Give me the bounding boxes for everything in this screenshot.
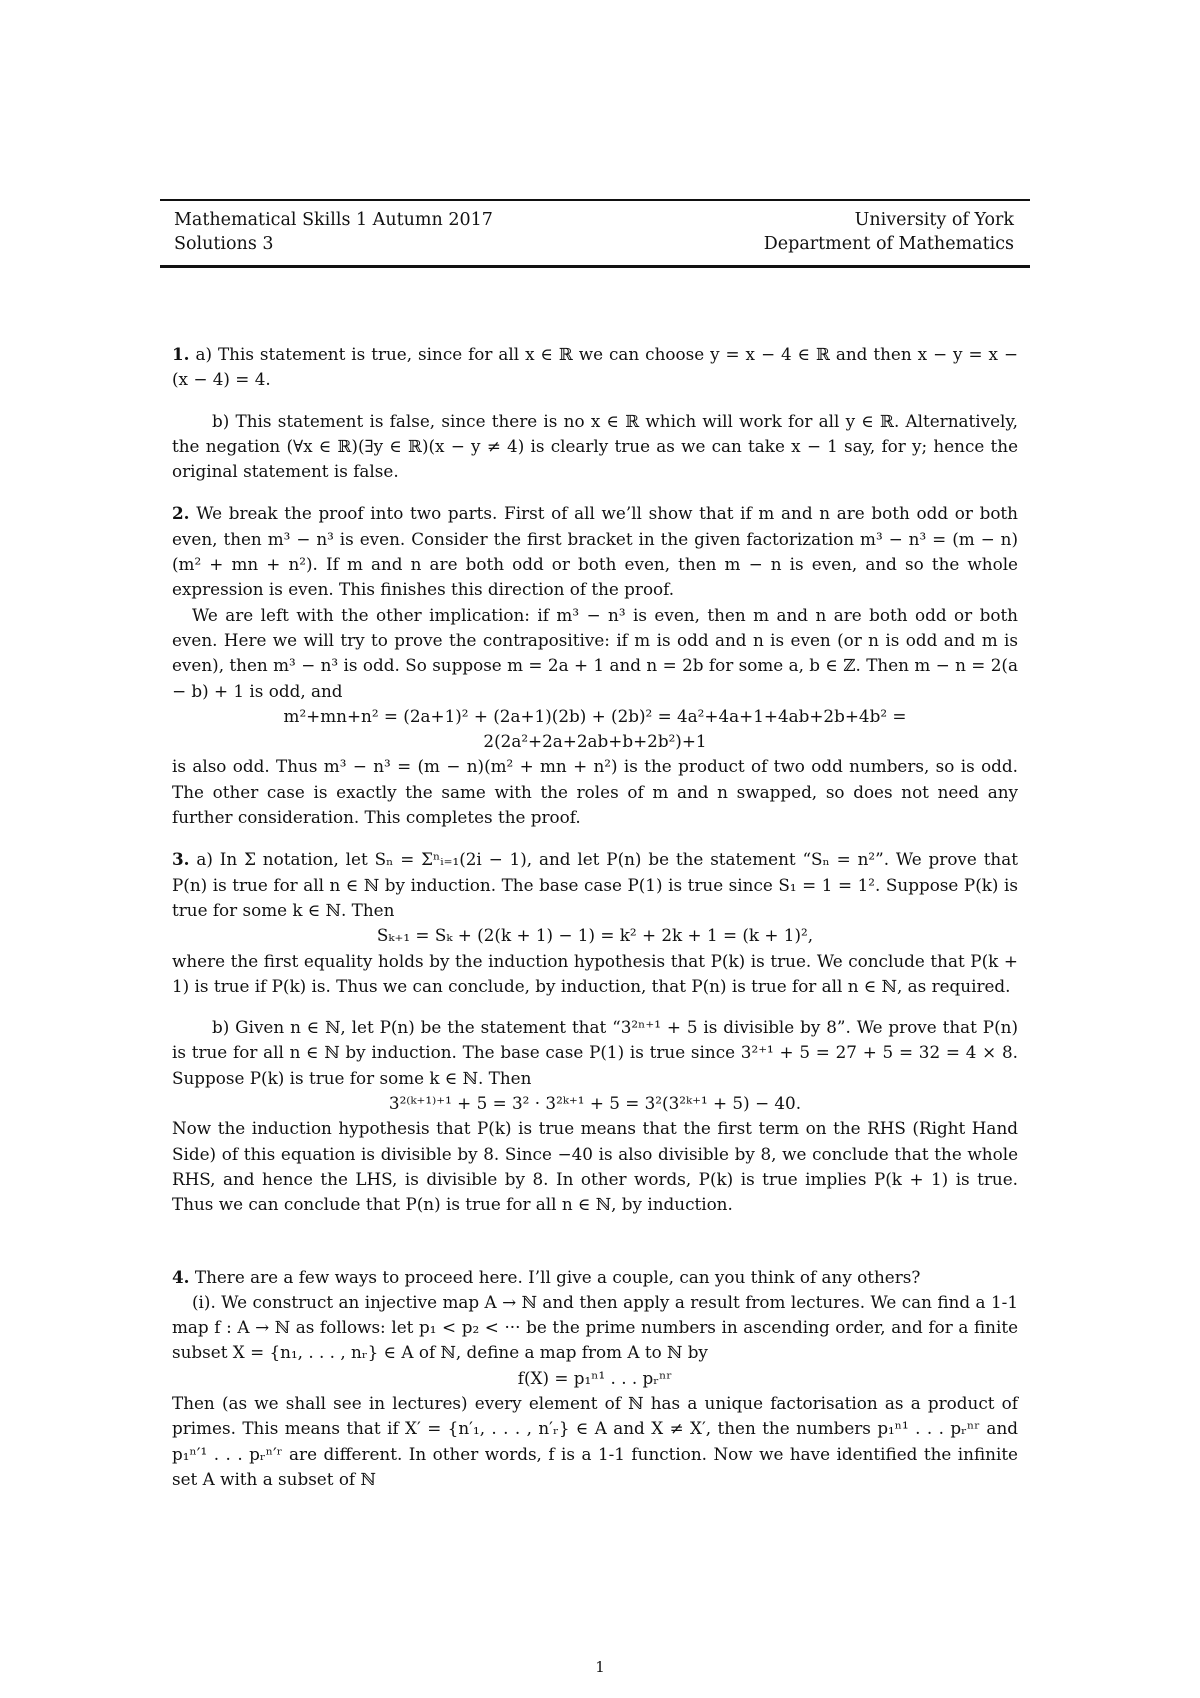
course-title: Mathematical Skills 1 Autumn 2017 xyxy=(174,210,493,230)
solutions-body xyxy=(172,342,1018,1492)
q4-number: 4. xyxy=(172,1266,190,1287)
page-header xyxy=(174,208,1014,256)
university-name: University of York xyxy=(854,210,1014,230)
q1-number: 1. xyxy=(172,344,190,364)
header-top-rule xyxy=(160,199,1030,201)
q1-part-a xyxy=(172,342,1018,393)
q4-p2-text: (i). We construct an injective map A → ℕ and then apply a result from lectures. We can find a 1-1 map f : A → ℕ as follows: let p₁ < p₂ < ··· be the prime numbers in ascending order, and for a finite subset X = {n₁, . . . , nᵣ} ∈ A of ℕ, define a map from A to ℕ by xyxy=(172,1291,1018,1363)
q4-equation: f(X) = p₁ⁿ¹ . . . pᵣⁿʳ xyxy=(517,1367,673,1388)
q2-number: 2. xyxy=(172,503,190,524)
q3-a1-text: a) In Σ notation, let Sₙ = Σⁿᵢ₌₁(2i − 1), and let P(n) be the statement “Sₙ = n²”. We prove that P(n) is true for all n ∈ ℕ by induction. The base case P(1) is true since S₁ = 1 = 1². Suppose P(k) is true for some k ∈ ℕ. Then xyxy=(172,849,1018,920)
sheet-title: Solutions 3 xyxy=(174,234,274,254)
q4-p1-text: There are a few ways to proceed here. I’ll give a couple, can you think of any others? xyxy=(194,1266,921,1287)
department-name: Department of Mathematics xyxy=(763,234,1014,254)
q3-part-a xyxy=(172,847,1018,923)
q4-p3-text: Then (as we shall see in lectures) every element of ℕ has a unique factorisation as a product of primes. This means that if X′ = {n′₁, . . . , n′ᵣ} ∈ A and X ≠ X′, then the numbers p₁ⁿ¹ . . . pᵣⁿʳ and p₁ⁿ′¹ . . . pᵣⁿ′ʳ are different. In other words, f is a 1-1 function. Now we have identified the infinite set A with a subset of ℕ xyxy=(172,1392,1018,1489)
q3-b2-text: Now the induction hypothesis that P(k) is true means that the first term on the RHS (Right Hand Side) of this equation is divisible by 8. Since −40 is also divisible by 8, we conclude that the whole RHS, and hence the LHS, is divisible by 8. In other words, P(k) is true implies P(k + 1) is true. Thus we can conclude that P(n) is true for all n ∈ ℕ, by induction. xyxy=(172,1118,1018,1215)
q1-a-text: a) This statement is true, since for all x ∈ ℝ we can choose y = x − 4 ∈ ℝ and then x − y = x − (x − 4) = 4. xyxy=(172,344,1018,390)
q3-b-equation: 3²⁽ᵏ⁺¹⁾⁺¹ + 5 = 3² · 3²ᵏ⁺¹ + 5 = 3²(3²ᵏ⁺¹ + 5) − 40. xyxy=(388,1093,802,1114)
page-number: 1 xyxy=(595,1658,605,1676)
q4-paragraph-1 xyxy=(172,1265,1018,1290)
q3-a-equation: Sₖ₊₁ = Sₖ + (2(k + 1) − 1) = k² + 2k + 1 = (k + 1)², xyxy=(376,925,814,946)
q3-b1-text: b) Given n ∈ ℕ, let P(n) be the statement that “3²ⁿ⁺¹ + 5 is divisible by 8”. We prove that P(n) is true for all n ∈ ℕ by induction. The base case P(1) is true since 3²⁺¹ + 5 = 27 + 5 = 32 = 4 × 8. Suppose P(k) is true for some k ∈ ℕ. Then xyxy=(172,1017,1018,1088)
q3-a2-text: where the first equality holds by the induction hypothesis that P(k) is true. We conclude that P(k + 1) is true if P(k) is. Thus we can conclude, by induction, that P(n) is true for all n ∈ ℕ, as required. xyxy=(172,950,1018,996)
q3-number: 3. xyxy=(172,849,190,870)
q1-b-text: b) This statement is false, since there is no x ∈ ℝ which will work for all y ∈ ℝ. Alternatively, the negation (∀x ∈ ℝ)(∃y ∈ ℝ)(x − y ≠ 4) is clearly true as we can take x − 1 say, for y; hence the original statement is false. xyxy=(172,410,1018,482)
q2-p2-text: We are left with the other implication: if m³ − n³ is even, then m and n are both odd or both even. Here we will try to prove the contrapositive: if m is odd and n is even (or n is odd and m is even), then m³ − n³ is odd. So suppose m = 2a + 1 and n = 2b for some a, b ∈ ℤ. Then m − n = 2(a − b) + 1 is odd, and xyxy=(172,604,1018,701)
q2-equation: m²+mn+n² = (2a+1)² + (2a+1)(2b) + (2b)² = 4a²+4a+1+4ab+2b+4b² = 2(2a²+2a+2ab+b+2b²)+1 xyxy=(283,705,907,752)
q2-paragraph-1 xyxy=(172,501,1018,602)
q2-p3-text: is also odd. Thus m³ − n³ = (m − n)(m² + mn + n²) is the product of two odd numbers, so is odd. The other case is exactly the same with the roles of m and n swapped, so does not need any further consideration. This completes the proof. xyxy=(172,756,1018,828)
q2-p1-text: We break the proof into two parts. First of all we’ll show that if m and n are both odd or both even, then m³ − n³ is even. Consider the first bracket in the given factorization m³ − n³ = (m − n)(m² + mn + n²). If m and n are both odd or both even, then m − n is even, and so the whole expression is even. This finishes this direction of the proof. xyxy=(172,503,1018,600)
header-bottom-rule xyxy=(160,265,1030,268)
